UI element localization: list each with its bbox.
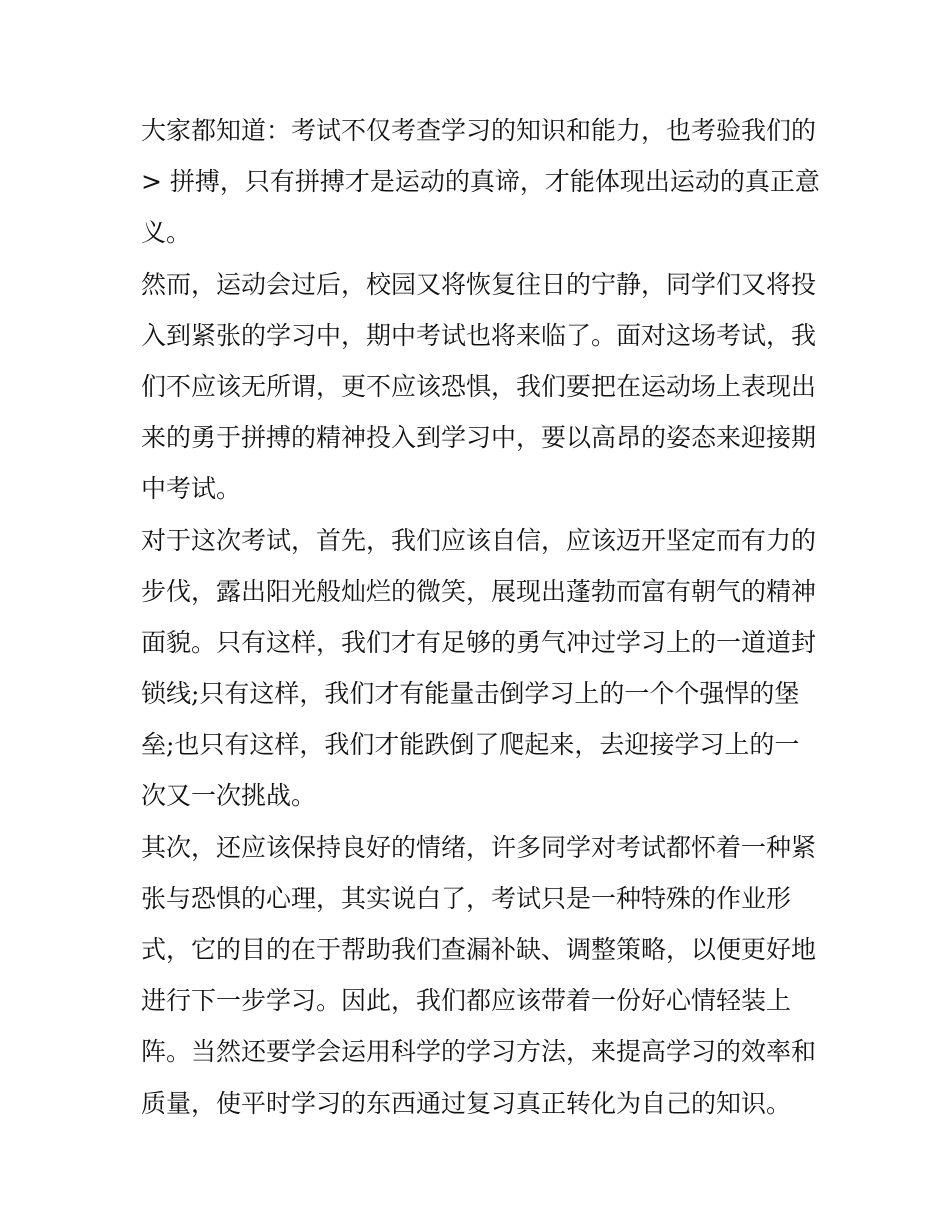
text-line: 们不应该无所谓，更不应该恐惧，我们要把在运动场上表现出 bbox=[141, 371, 817, 401]
text-line: 来的勇于拼搏的精神投入到学习中，要以高昂的姿态来迎接期 bbox=[141, 423, 817, 453]
paragraph-3 bbox=[141, 515, 817, 822]
text-line: 其次，还应该保持良好的情绪，许多同学对考试都怀着一种紧 bbox=[141, 832, 817, 862]
text-line: 步伐，露出阳光般灿烂的微笑，展现出蓬勃而富有朝气的精神 bbox=[141, 576, 817, 606]
text-line: 面貌。只有这样，我们才有足够的勇气冲过学习上的一道道封 bbox=[141, 627, 817, 657]
text-line: 然而，运动会过后，校园又将恢复往日的宁静，同学们又将投 bbox=[141, 269, 817, 299]
text-line: 锁线;只有这样，我们才有能量击倒学习上的一个个强悍的堡 bbox=[141, 679, 800, 709]
text-line: 垒;也只有这样，我们才能跌倒了爬起来，去迎接学习上的一 bbox=[141, 730, 800, 760]
text-line: 义。 bbox=[141, 218, 192, 248]
text-line: 质量，使平时学习的东西通过复习真正转化为自己的知识。 bbox=[141, 1088, 792, 1118]
text-line: 对于这次考试，首先，我们应该自信，应该迈开坚定而有力的 bbox=[141, 525, 817, 555]
text-line: 进行下一步学习。因此，我们都应该带着一份好心情轻装上 bbox=[141, 986, 792, 1016]
paragraph-4 bbox=[141, 822, 817, 1129]
text-line: 张与恐惧的心理，其实说白了，考试只是一种特殊的作业形 bbox=[141, 883, 792, 913]
text-line: 次又一次挑战。 bbox=[141, 781, 317, 811]
text-line: 阵。当然还要学会运用科学的学习方法，来提高学习的效率和 bbox=[141, 1037, 817, 1067]
text-line: 式，它的目的在于帮助我们查漏补缺、调整策略，以便更好地 bbox=[141, 935, 817, 964]
text-line: 中考试。 bbox=[141, 474, 242, 504]
document-body bbox=[141, 105, 820, 1129]
text-line: 大家都知道：考试不仅考查学习的知识和能力，也考验我们的 bbox=[141, 116, 817, 145]
paragraph-2 bbox=[141, 259, 817, 515]
text-line: 入到紧张的学习中，期中考试也将来临了。面对这场考试，我 bbox=[141, 320, 817, 350]
paragraph-1 bbox=[141, 105, 820, 259]
text-line: > 拼搏，只有拼搏才是运动的真谛，才能体现出运动的真正意 bbox=[141, 167, 820, 197]
